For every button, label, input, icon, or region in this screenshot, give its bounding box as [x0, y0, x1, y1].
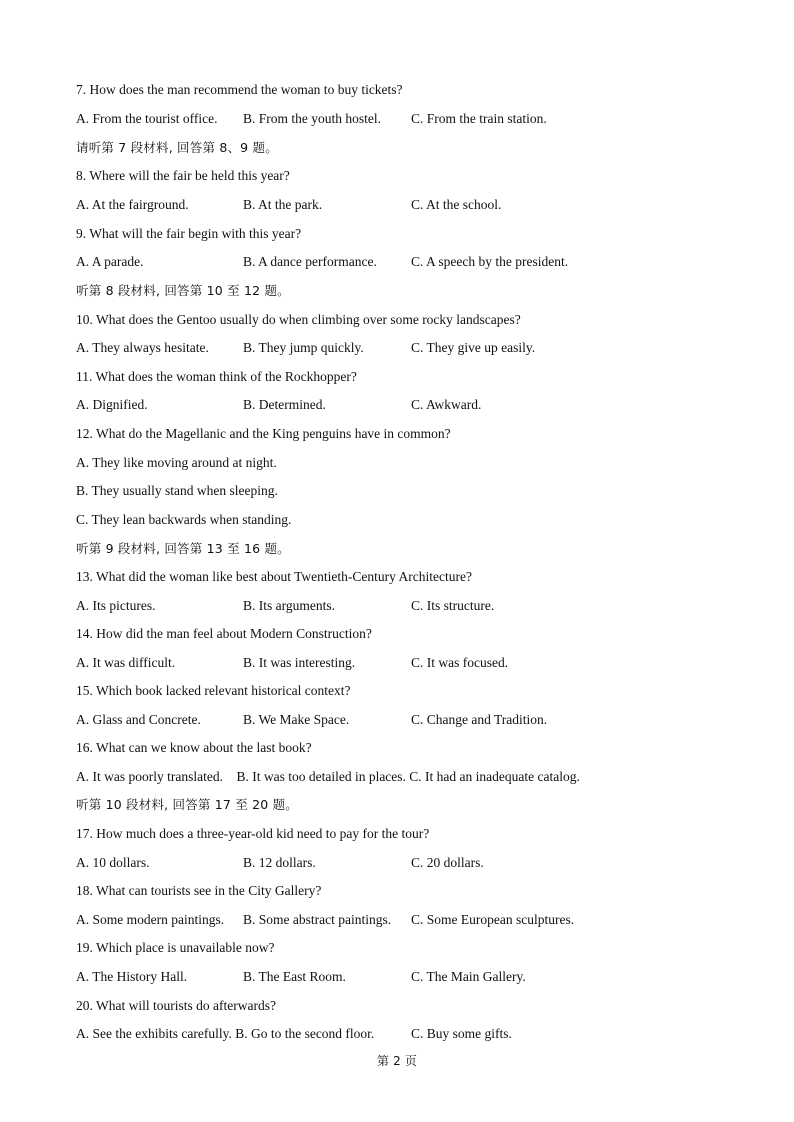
option-c: C. The Main Gallery.	[411, 969, 526, 984]
option-a: A. Its pictures.	[76, 598, 156, 613]
option-c: C. Change and Tradition.	[411, 712, 548, 727]
option-c: C. Its structure.	[411, 598, 495, 613]
question-16-options: A. It was poorly translated. B. It was too detailed in places. C. It had an inadequate catalog.	[76, 769, 580, 784]
question-15-stem: 15. Which book lacked relevant historical context?	[76, 683, 351, 698]
question-19-stem: 19. Which place is unavailable now?	[76, 940, 275, 955]
option-b: B. At the park.	[243, 197, 323, 212]
question-13-stem: 13. What did the woman like best about Twentieth-Century Architecture?	[76, 569, 472, 584]
option-b: B. Some abstract paintings.	[243, 912, 392, 927]
option-a: A. From the tourist office.	[76, 111, 218, 126]
question-18-stem: 18. What can tourists see in the City Gallery?	[76, 883, 322, 898]
option-a: A. At the fairground.	[76, 197, 189, 212]
section-8-instruction: 听第 8 段材料, 回答第 10 至 12 题。	[76, 283, 290, 298]
option-c: C. Buy some gifts.	[411, 1026, 512, 1041]
option-b: B. 12 dollars.	[243, 855, 316, 870]
question-11-stem: 11. What does the woman think of the Rockhopper?	[76, 369, 357, 384]
option-b: B. It was interesting.	[243, 655, 356, 670]
option-a: A. 10 dollars.	[76, 855, 150, 870]
question-17-stem: 17. How much does a three-year-old kid need to pay for the tour?	[76, 826, 430, 841]
option-c: C. Awkward.	[411, 397, 482, 412]
question-12-option-c: C. They lean backwards when standing.	[76, 512, 292, 527]
question-12-option-a: A. They like moving around at night.	[76, 455, 277, 470]
option-a: A. Dignified.	[76, 397, 148, 412]
question-12-option-b: B. They usually stand when sleeping.	[76, 483, 278, 498]
section-10-instruction: 听第 10 段材料, 回答第 17 至 20 题。	[76, 797, 299, 812]
question-20-stem: 20. What will tourists do afterwards?	[76, 998, 276, 1013]
option-b: B. They jump quickly.	[243, 340, 364, 355]
question-12-stem: 12. What do the Magellanic and the King penguins have in common?	[76, 426, 451, 441]
page-number: 第 2 页	[376, 1054, 418, 1068]
option-a: A. It was difficult.	[76, 655, 176, 670]
question-9-stem: 9. What will the fair begin with this year?	[76, 226, 302, 241]
option-c: C. Some European sculptures.	[411, 912, 575, 927]
option-c: C. A speech by the president.	[411, 254, 569, 269]
section-9-instruction: 听第 9 段材料, 回答第 13 至 16 题。	[76, 541, 290, 556]
option-a: A. Glass and Concrete.	[76, 712, 201, 727]
option-b: B. The East Room.	[243, 969, 346, 984]
section-7-instruction: 请听第 7 段材料, 回答第 8、9 题。	[76, 140, 278, 155]
option-c: C. From the train station.	[411, 111, 547, 126]
option-c: C. They give up easily.	[411, 340, 536, 355]
option-b: B. A dance performance.	[243, 254, 377, 269]
option-a: A. A parade.	[76, 254, 144, 269]
question-10-stem: 10. What does the Gentoo usually do when climbing over some rocky landscapes?	[76, 312, 521, 327]
option-a-b: A. See the exhibits carefully. B. Go to the second floor.	[76, 1026, 375, 1041]
option-b: B. We Make Space.	[243, 712, 350, 727]
option-c: C. It was focused.	[411, 655, 509, 670]
option-a: A. They always hesitate.	[76, 340, 209, 355]
option-c: C. At the school.	[411, 197, 502, 212]
option-a: A. The History Hall.	[76, 969, 188, 984]
option-b: B. From the youth hostel.	[243, 111, 381, 126]
option-c: C. 20 dollars.	[411, 855, 484, 870]
question-16-stem: 16. What can we know about the last book?	[76, 740, 312, 755]
option-b: B. Its arguments.	[243, 598, 335, 613]
question-14-stem: 14. How did the man feel about Modern Construction?	[76, 626, 372, 641]
question-7-stem: 7. How does the man recommend the woman to buy tickets?	[76, 82, 403, 97]
option-a: A. Some modern paintings.	[76, 912, 225, 927]
option-b: B. Determined.	[243, 397, 326, 412]
question-8-stem: 8. Where will the fair be held this year?	[76, 168, 290, 183]
